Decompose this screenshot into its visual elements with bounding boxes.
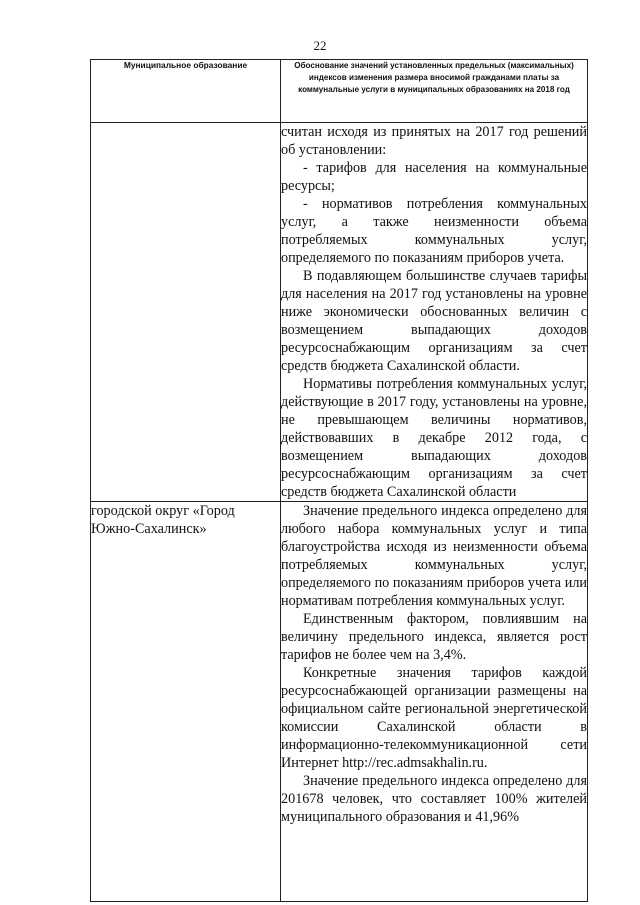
paragraph: Значение предельного индекса определено для 201678 человек, что составляет 100% жителей муниципального образования и 41,96%	[281, 773, 587, 825]
paragraph: Конкретные значения тарифов каждой ресурсоснабжающей организации размещены на официальном сайте региональной энергетической комиссии Сахалинской области в информационно-телекоммуникационной сети Интернет http://rec.admsakhalin.ru.	[281, 665, 587, 771]
justification-table	[90, 59, 588, 902]
table-header-row	[91, 60, 588, 123]
paragraph: Единственным фактором, повлиявшим на величину предельного индекса, является рост тарифов не более чем на 3,4%.	[281, 611, 587, 663]
header-municipality: Муниципальное образование	[91, 60, 281, 123]
page-number: 22	[313, 38, 327, 53]
paragraph: В подавляющем большинстве случаев тарифы для населения на 2017 год установлены на уровне ниже экономически обоснованных величин с возмещением выпадающих доходов ресурсоснабжающим организациям за счет средств бюджета Сахалинской области.	[281, 268, 587, 374]
table-row	[91, 502, 588, 902]
paragraph: считан исходя из принятых на 2017 год решений об установлении:	[281, 124, 587, 158]
justification-cell	[281, 123, 588, 502]
header-justification: Обоснование значений установленных предельных (максимальных) индексов изменения размера вносимой гражданами платы за коммунальные услуги в муниципальных образованиях на 2018 год	[281, 60, 588, 123]
paragraph: Значение предельного индекса определено для любого набора коммунальных услуг и типа благоустройства исходя из неизменности объема потребляемых коммунальных услуг, определяемого по показаниям приборов учета или нормативам потребления коммунальных услуг.	[281, 503, 587, 609]
paragraph: Нормативы потребления коммунальных услуг, действующие в 2017 году, установлены на уровне, не превышающем величины нормативов, действовавших в декабре 2012 года, с возмещением выпадающих доходов ресурсоснабжающим организациям за счет средств бюджета Сахалинской области	[281, 376, 587, 500]
table-row	[91, 123, 588, 502]
municipality-cell: городской округ «Город Южно-Сахалинск»	[91, 502, 281, 902]
municipality-cell	[91, 123, 281, 502]
paragraph: - тарифов для населения на коммунальные ресурсы;	[281, 160, 587, 194]
justification-cell	[281, 502, 588, 902]
paragraph: - нормативов потребления коммунальных услуг, а также неизменности объема потребляемых коммунальных услуг, определяемого по показаниям приборов учета.	[281, 196, 587, 266]
